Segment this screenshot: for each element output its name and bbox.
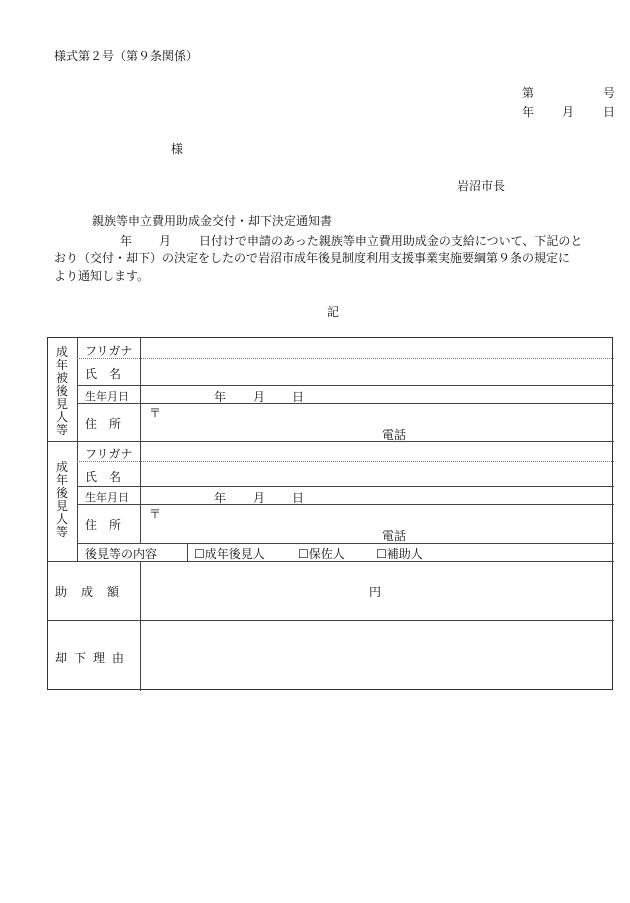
ward-dob-year: 年 — [214, 390, 227, 404]
ward-phone-label: 電話 — [382, 428, 407, 442]
ward-dob-day: 日 — [292, 390, 305, 404]
section-divider — [48, 441, 614, 442]
guardian-dob-label: 生年月日 — [85, 491, 129, 504]
document-number-suffix: 号 — [603, 86, 616, 100]
ward-furigana-divider — [77, 358, 614, 359]
body-line2: おり（交付・却下）の決定をしたので岩沼市成年後見制度利用支援事業実施要綱第９条の規定に — [54, 251, 571, 265]
guardian-dob-month: 月 — [253, 491, 266, 505]
ward-postal-mark: 〒 — [149, 406, 162, 420]
ward-name-label: 氏 名 — [85, 367, 122, 381]
ward-section-label: 成年被後見人等 — [55, 345, 68, 437]
document-number-prefix: 第 — [522, 86, 535, 100]
ward-dob-month: 月 — [253, 390, 266, 404]
guardian-furigana-label: フリガナ — [85, 447, 133, 461]
ward-dob-label: 生年月日 — [85, 390, 129, 403]
section-label-divider — [77, 338, 78, 561]
option-adult-guardian[interactable] — [194, 545, 265, 562]
checkbox-icon[interactable]: ☐ — [298, 547, 309, 561]
addressee-honorific: 様 — [171, 142, 184, 156]
body-line3: より通知します。 — [54, 269, 150, 283]
guardian-address-label: 住 所 — [85, 518, 122, 532]
ward-name-divider — [77, 385, 614, 386]
option-curator[interactable] — [298, 545, 345, 562]
subsidy-amount-unit: 円 — [369, 585, 382, 599]
guardian-phone-label: 電話 — [382, 529, 407, 543]
checkbox-icon[interactable]: ☐ — [194, 547, 205, 561]
issue-date-day: 日 — [603, 105, 616, 119]
body-line1-month: 月 — [159, 234, 172, 248]
guardian-address-divider — [77, 543, 614, 544]
option-label: 補助人 — [386, 547, 423, 561]
guardian-dob-year: 年 — [214, 491, 227, 505]
body-line1-year: 年 — [120, 234, 133, 248]
subsidy-amount-label: 助成額 — [55, 585, 134, 599]
subsidy-row-bottom — [48, 620, 614, 621]
application-form-table — [47, 337, 613, 690]
guardian-section-label: 成年後見人等 — [55, 460, 68, 539]
issue-date-month: 月 — [562, 105, 575, 119]
checkbox-icon[interactable]: ☐ — [376, 547, 387, 561]
guardian-name-divider — [77, 486, 614, 487]
record-mark: 記 — [327, 305, 340, 319]
guardian-dob-day: 日 — [292, 491, 305, 505]
ward-address-label: 住 所 — [85, 417, 122, 431]
body-line1-rest: 日付けで申請のあった親族等申立費用助成金の支給について、下記のと — [199, 234, 583, 248]
issue-date-year: 年 — [522, 105, 535, 119]
guardian-name-label: 氏 名 — [85, 470, 122, 484]
label-column-divider-lower — [140, 561, 141, 691]
option-label: 保佐人 — [308, 547, 345, 561]
guardian-postal-mark: 〒 — [149, 507, 162, 521]
document-title: 親族等申立費用助成金交付・却下決定通知書 — [92, 214, 333, 228]
guardianship-type-label: 後見等の内容 — [85, 547, 158, 561]
guardian-furigana-divider — [77, 461, 614, 462]
option-label: 成年後見人 — [204, 547, 265, 561]
form-number: 様式第２号（第９条関係） — [54, 49, 199, 63]
rejection-reason-label: 却下理由 — [55, 651, 132, 665]
ward-furigana-label: フリガナ — [85, 344, 133, 358]
guardianship-type-divider — [187, 543, 188, 561]
option-assistant[interactable] — [376, 545, 423, 562]
issuer-name: 岩沼市長 — [457, 179, 506, 193]
